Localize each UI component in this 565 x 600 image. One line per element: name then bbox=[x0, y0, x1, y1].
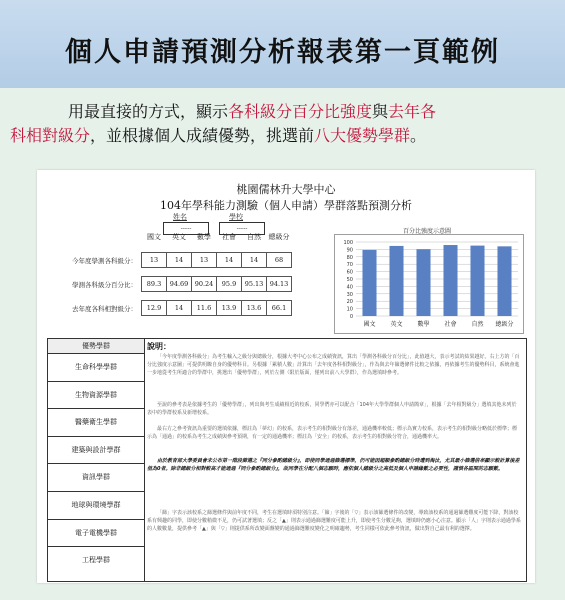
column-header: 英文 bbox=[172, 233, 186, 241]
x-tick-label: 數學 bbox=[417, 321, 430, 328]
y-tick-label: 80 bbox=[346, 254, 353, 261]
group-item: 生命科學學群 bbox=[48, 354, 144, 382]
report-title: 104年學科能力測驗（個人申請）學群落點預測分析 bbox=[160, 199, 412, 212]
table-row bbox=[53, 253, 292, 268]
chart-bar bbox=[362, 250, 376, 316]
analysis-section bbox=[47, 338, 527, 582]
table-cell: 13 bbox=[192, 253, 217, 268]
column-header: 國文 bbox=[147, 233, 161, 241]
corner-cell bbox=[53, 230, 142, 244]
y-tick-label: 10 bbox=[346, 306, 353, 313]
group-item: 資訊學群 bbox=[48, 464, 144, 492]
highlight-top-groups: 八大優勢學群 bbox=[314, 126, 411, 145]
scores-table bbox=[53, 230, 292, 316]
strong-groups-column bbox=[48, 339, 145, 581]
explanation-paragraph: 至說的參考表是依據考生的「優勢學群」，列出與考生成績相近的校系，同學們亦可以配合「104年大學學群個人申請簡章」，根據「去年相對級分」選填其他未列於表中的學群校系及新增校系。 bbox=[147, 402, 517, 416]
chart-bar bbox=[470, 246, 484, 316]
explanation-title: 說明： bbox=[147, 342, 171, 351]
percentile-bar-chart bbox=[334, 234, 524, 334]
table-cell: 14 bbox=[167, 253, 192, 268]
header-band bbox=[0, 0, 565, 88]
table-cell: 66.1 bbox=[267, 301, 292, 316]
name-label: 姓名 bbox=[173, 213, 187, 221]
table-cell: 89.3 bbox=[142, 277, 167, 292]
x-tick-label: 自然 bbox=[471, 321, 484, 328]
group-item: 電子電機學群 bbox=[48, 520, 144, 548]
highlight-percentile: 各科級分百分比強度 bbox=[228, 102, 373, 121]
strong-groups-header: 優勢學群 bbox=[48, 339, 144, 354]
x-tick-label: 社會 bbox=[444, 321, 457, 328]
x-tick-label: 國文 bbox=[363, 321, 376, 328]
explanation-paragraph: 「今年度學測各科級分」為考生輸入之級分與總級分，根據大考中心公布之成績資訊，算出「學測各科級分百分比」，此值越大，表示考試的結果越好。右上方的「百分比強度示意圖」可提供明瞭自身的優勢科目。另根據「累積人數」計算出「去年度各科相對級分」，作為與去年篩選條件比較之依據，再依據考生的優勢科目，系統會進一步地從考生所適合的學群中，挑選出「優勢學群」，列於左側（限於版面，僅列出前八大學群），作為選填時參考。 bbox=[147, 354, 520, 376]
y-tick-label: 70 bbox=[346, 262, 353, 269]
table-cell: 95.9 bbox=[217, 277, 242, 292]
table-cell: 90.24 bbox=[192, 277, 217, 292]
chart-bar bbox=[443, 245, 457, 316]
chart-bar bbox=[389, 246, 403, 316]
column-header: 自然 bbox=[247, 233, 261, 241]
table-header-row bbox=[53, 230, 292, 244]
table-cell: 14 bbox=[167, 301, 192, 316]
y-tick-label: 30 bbox=[346, 291, 353, 298]
column-header: 數學 bbox=[197, 233, 211, 241]
table-cell: 13.9 bbox=[217, 301, 242, 316]
school-field: ----- bbox=[219, 222, 265, 235]
y-tick-label: 40 bbox=[346, 284, 353, 291]
table-row bbox=[53, 277, 292, 292]
intro-text-segment: 與 bbox=[372, 102, 389, 121]
group-item: 醫藥衛生學群 bbox=[48, 409, 144, 437]
x-tick-label: 總級分 bbox=[495, 321, 514, 328]
table-cell: 94.13 bbox=[267, 277, 292, 292]
explanation-warning: 由於教育部大學委員會未公布第一階段篩選之『同分參酌總級分』，即使同學通過篩選標準，仍可能因超額參酌總級分時遭到淘汰，尤其最小篩選倍率顯示較計算後差值為0者。除非總級分相對較高才能通過『同分參酌總級分』，故同學在分配八個志願時，應依個人總級分之高低及個人申請緣數之必要性，謹慎各區間的志願數。 bbox=[147, 458, 520, 472]
chart-title: 百分比強度示意圖 bbox=[403, 228, 452, 235]
intro-text-segment: ，並根據個人成績優勢，挑選前 bbox=[90, 126, 315, 145]
y-tick-label: 60 bbox=[346, 269, 353, 276]
chart-bar bbox=[416, 249, 430, 316]
intro-text-segment: 用最直接的方式，顯示 bbox=[68, 102, 229, 121]
report-school: 桃園儒林升大學中心 bbox=[236, 183, 336, 196]
row-label: 今年度學測各科級分： bbox=[72, 256, 137, 265]
column-header: 總級分 bbox=[268, 233, 290, 241]
y-tick-label: 100 bbox=[343, 240, 353, 246]
column-header: 社會 bbox=[222, 233, 236, 241]
table-cell: 94.69 bbox=[167, 277, 192, 292]
name-field: ----- bbox=[163, 222, 209, 235]
table-cell: 13.6 bbox=[242, 301, 267, 316]
explanation-paragraph: 最右方之參考資訊為重要的選填依據，標註為「夢幻」的校系，表示考生的相對級分有落差，通過機率較低；標示為實力校系，表示考生的相對級分略低於標準；標示為「通過」的校系為考生之成績與參考預期，有一定的通過機率；標註為「安全」的校系，表示考生的相對級分符合，通過機率大。 bbox=[147, 426, 518, 440]
explanation-column bbox=[144, 339, 526, 581]
table-cell: 14 bbox=[242, 253, 267, 268]
table-row bbox=[53, 301, 292, 316]
highlight-relative-a: 去年各 bbox=[388, 102, 437, 121]
y-tick-label: 20 bbox=[346, 299, 353, 306]
intro-text-segment: 。 bbox=[410, 126, 427, 145]
row-label: 去年度各科相對級分： bbox=[72, 304, 137, 313]
y-tick-label: 90 bbox=[346, 247, 353, 254]
table-cell: 95.13 bbox=[242, 277, 267, 292]
x-tick-label: 英文 bbox=[390, 321, 403, 328]
table-cell: 11.6 bbox=[192, 301, 217, 316]
table-cell: 14 bbox=[217, 253, 242, 268]
y-tick-label: 0 bbox=[349, 314, 353, 320]
report-document bbox=[37, 170, 535, 583]
table-cell: 13 bbox=[142, 253, 167, 268]
intro-text bbox=[10, 100, 555, 148]
group-item: 建築與設計學群 bbox=[48, 437, 144, 465]
table-cell: 68 bbox=[267, 253, 292, 268]
school-label: 學校 bbox=[229, 213, 243, 221]
explanation-paragraph: 「篩」字表示該校系之篩選條件與前年度不同，考生在選填時須特別注意。「篩」字後的「▽」表示該篩選條件的改變，導致該校系的通過篩選難度可能下降，對該校系有興趣的同學，即使分數稍微不足，仍可試著選填；反之「▲」則表示通過篩選難度可能上升，即使考生分數足夠，選填時仍應小心注意。顯示「人」字則表示通過學系的人數數量，提供參考「▲」與「▽」則提供系所改變面盤變的通過篩選難度變化之明確趨勢，考生同樣可依此參考資訊，做出對自己最有利的選擇。 bbox=[147, 510, 521, 532]
row-label: 學測各科級分百分比： bbox=[72, 280, 137, 289]
highlight-relative-b: 科相對級分 bbox=[10, 126, 91, 145]
group-item: 地球與環境學群 bbox=[48, 492, 144, 520]
table-cell: 12.9 bbox=[142, 301, 167, 316]
group-item: 工程學群 bbox=[82, 556, 110, 565]
y-tick-label: 50 bbox=[346, 277, 353, 283]
page-title: 個人申請預測分析報表第一頁範例 bbox=[65, 37, 500, 68]
group-item: 生物資源學群 bbox=[48, 382, 144, 410]
chart-bar bbox=[497, 246, 511, 316]
